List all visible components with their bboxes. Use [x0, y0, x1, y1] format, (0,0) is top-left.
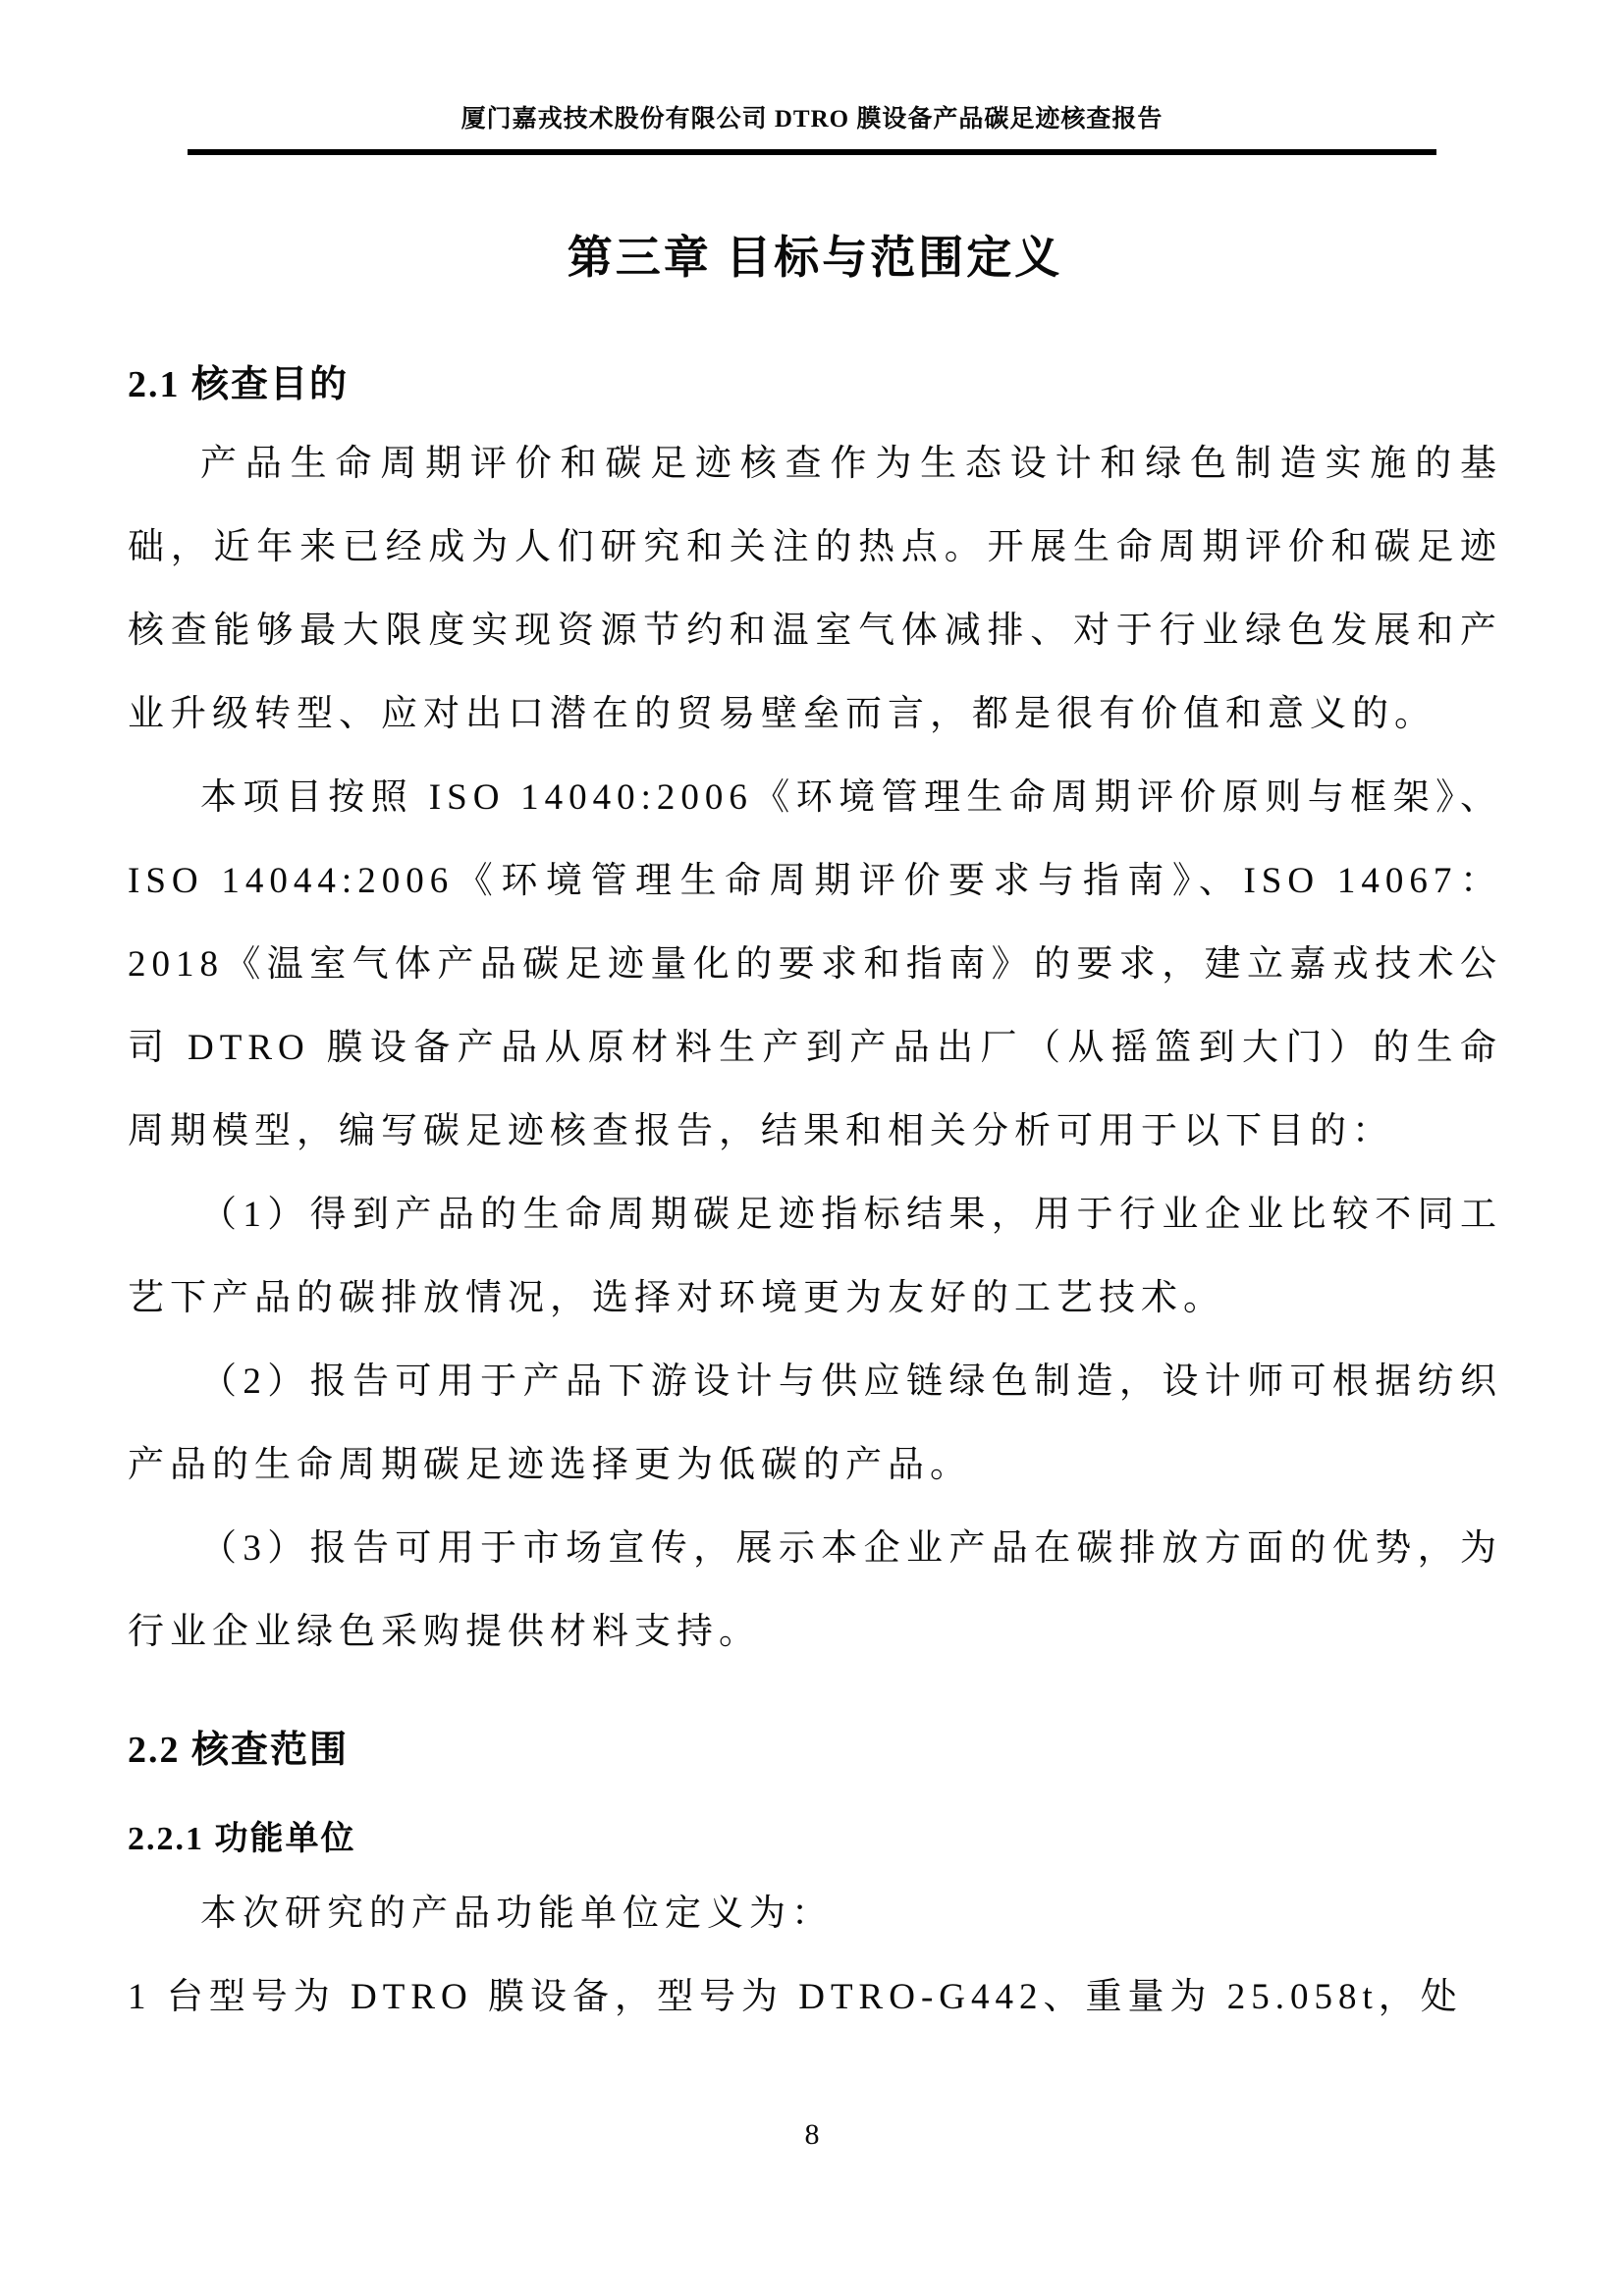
page-content [128, 0, 1502, 2039]
subsection-heading-2-2-1: 2.2.1 功能单位 [128, 1821, 356, 1857]
paragraph-functional-unit-definition: 1 台型号为 DTRO 膜设备，型号为 DTRO-G442、重量为 25.058t，处 [128, 1977, 1463, 2017]
section-2-2-1-body [128, 1872, 1502, 2039]
section-heading-2-2: 2.2 核查范围 [128, 1730, 350, 1771]
paragraph-goal-3: （3）报告可用于市场宣传，展示本企业产品在碳排放方面的优势，为行业企业绿色采购提供材料支持。 [128, 1528, 1502, 1652]
running-header-title: 厦门嘉戎技术股份有限公司 DTRO 膜设备产品碳足迹核查报告 [460, 106, 1164, 133]
paragraph-purpose-intro: 产品生命周期评价和碳足迹核查作为生态设计和绿色制造实施的基础，近年来已经成为人们研究和关注的热点。开展生命周期评价和碳足迹核查能够最大限度实现资源节约和温室气体减排、对于行业绿色发展和产业升级转型、应对出口潜在的贸易壁垒而言，都是很有价值和意义的。 [128, 444, 1502, 734]
paragraph-goal-2: （2）报告可用于产品下游设计与供应链绿色制造，设计师可根据纺织产品的生命周期碳足迹选择更为低碳的产品。 [128, 1362, 1502, 1485]
section-2-1-body [128, 422, 1502, 1674]
section-heading-2-1: 2.1 核查目的 [128, 364, 350, 405]
chapter-title: 第三章 目标与范围定义 [567, 233, 1063, 283]
page-number: 8 [804, 2118, 820, 2151]
paragraph-standards: 本项目按照 ISO 14040:2006《环境管理生命周期评价原则与框架》、ISO 14044:2006《环境管理生命周期评价要求与指南》、ISO 14067：2018《温室气体产品碳足迹量化的要求和指南》的要求，建立嘉戎技术公司 DTRO 膜设备产品从原材料生产到产品出厂（从摇篮到大门）的生命周期模型，编写碳足迹核查报告，结果和相关分析可用于以下目的： [128, 777, 1502, 1151]
paragraph-functional-unit-intro: 本次研究的产品功能单位定义为： [200, 1894, 834, 1934]
paragraph-goal-1: （1）得到产品的生命周期碳足迹指标结果，用于行业企业比较不同工艺下产品的碳排放情况，选择对环境更为友好的工艺技术。 [128, 1195, 1502, 1318]
